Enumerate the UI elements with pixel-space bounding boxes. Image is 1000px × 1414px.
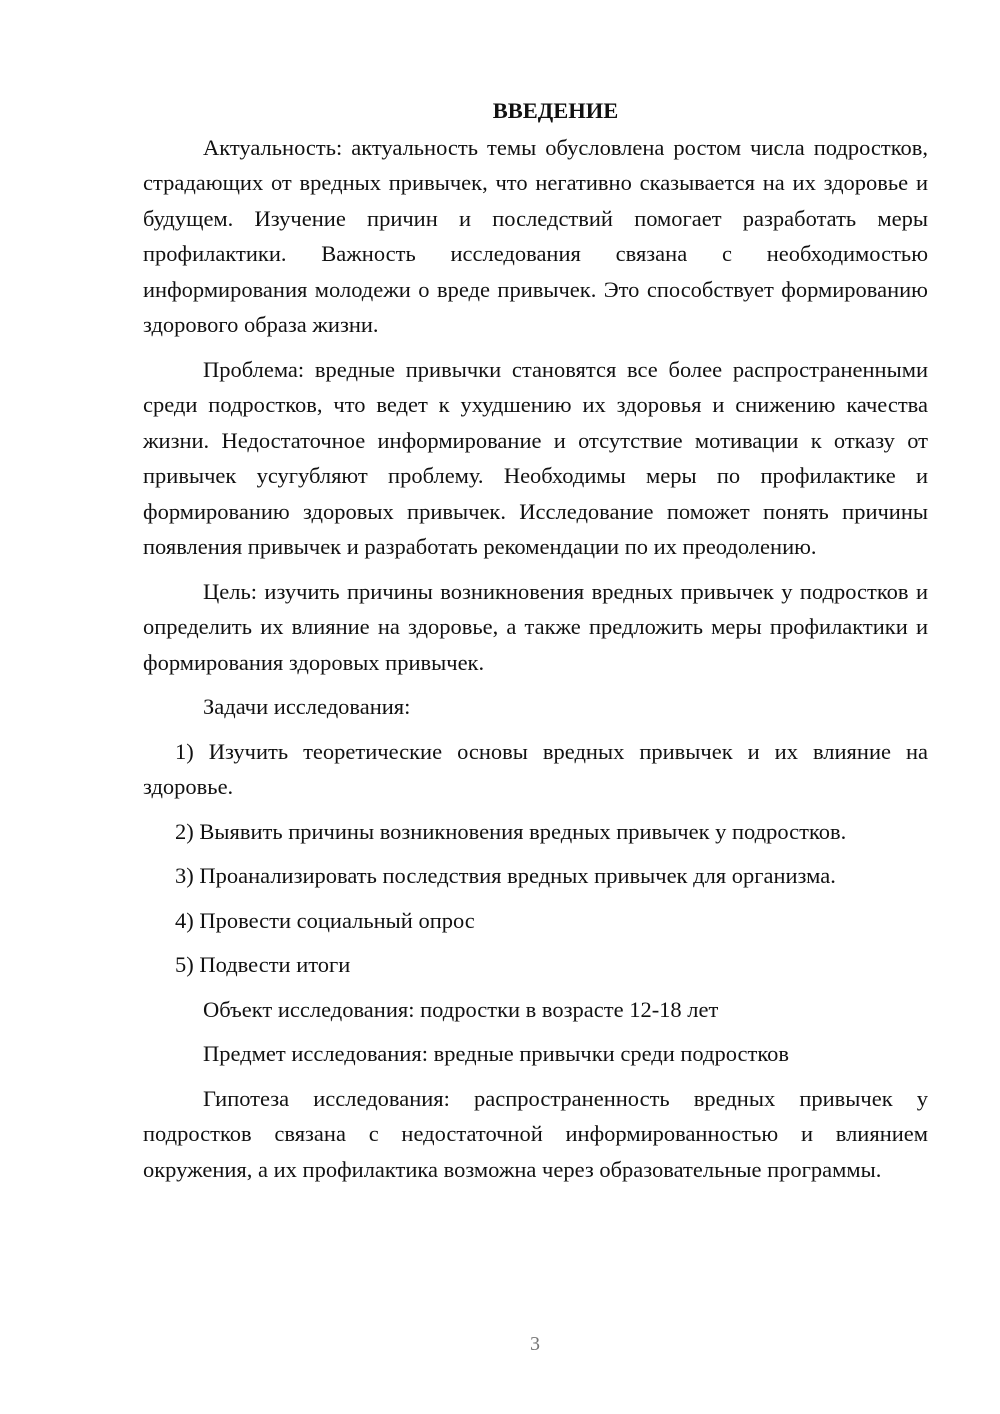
tasks-heading: Задачи исследования: bbox=[203, 694, 411, 719]
task-item: 2) Выявить причины возникновения вредных привычек у подростков. bbox=[175, 818, 847, 844]
task-item: 4) Провести социальный опрос bbox=[175, 907, 475, 933]
problem-paragraph: Проблема: вредные привычки становятся все более распространенными среди подростков, что ведет к ухудшению их здоровья и снижению качества жизни. Недостаточное информирование и отсутствие мотивации к отказу от привычек усугубляют проблему. Необходимы меры по профилактике и формированию здоровых привычек. Исследование поможет понять причины появления привычек и разработать рекомендации по их преодолению. bbox=[143, 356, 928, 559]
goal-paragraph: Цель: изучить причины возникновения вредных привычек у подростков и определить их влияние на здоровье, а также предложить меры профилактики и формирования здоровых привычек. bbox=[143, 578, 928, 675]
object-paragraph: Объект исследования: подростки в возрасте 12-18 лет bbox=[203, 996, 719, 1022]
task-item: 3) Проанализировать последствия вредных привычек для организма. bbox=[175, 863, 836, 888]
document-body bbox=[143, 93, 928, 1196]
task-item: 1) Изучить теоретические основы вредных привычек и их влияние на здоровье. bbox=[143, 738, 928, 799]
relevance-paragraph: Актуальность: актуальность темы обусловлена ростом числа подростков, страдающих от вредных привычек, что негативно сказывается на их здоровье и будущем. Изучение причин и последствий помогает разработать меры профилактики. Важность исследования связана с необходимостью информирования молодежи о вреде привычек. Это способствует формированию здорового образа жизни. bbox=[143, 134, 928, 337]
subject-paragraph: Предмет исследования: вредные привычки среди подростков bbox=[203, 1041, 790, 1066]
task-item: 5) Подвести итоги bbox=[175, 952, 351, 977]
hypothesis-paragraph: Гипотеза исследования: распространенность вредных привычек у подростков связана с недостаточной информированностью и влиянием окружения, а их профилактика возможна через образовательные программы. bbox=[143, 1085, 928, 1182]
page-number: 3 bbox=[530, 1333, 540, 1355]
page-title: ВВЕДЕНИЕ bbox=[492, 98, 619, 123]
